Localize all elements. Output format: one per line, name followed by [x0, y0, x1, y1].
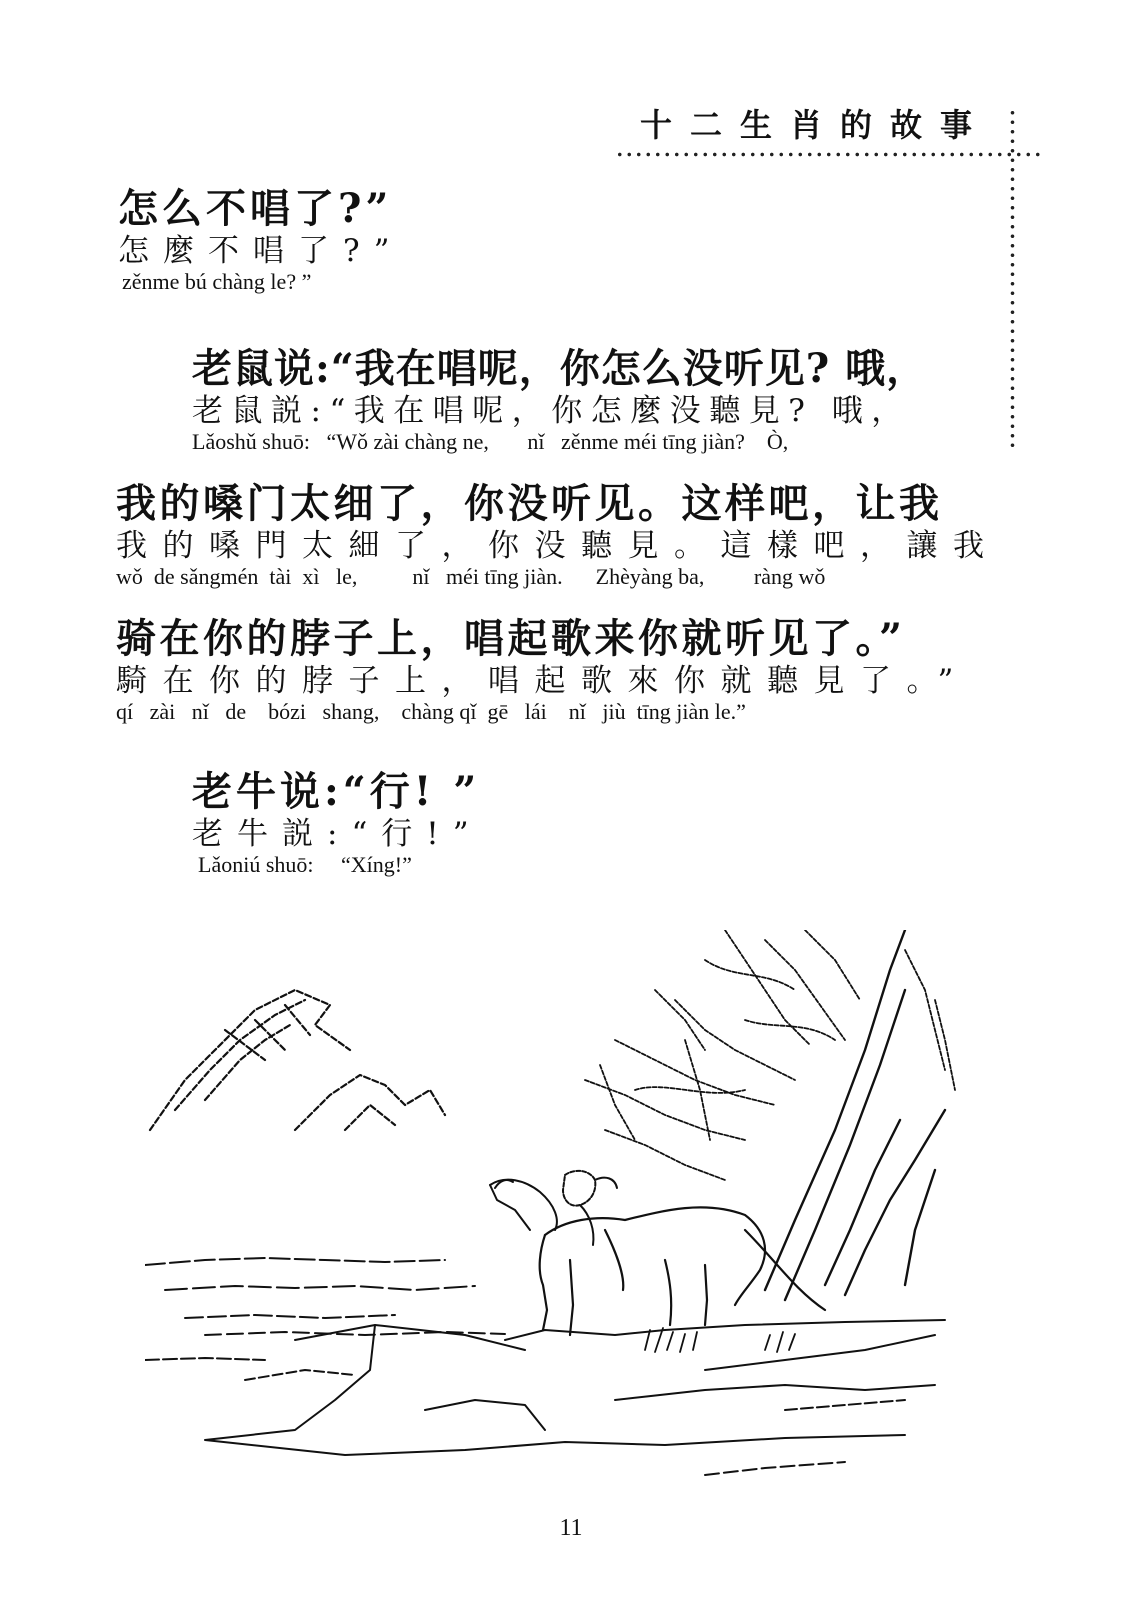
traditional-line: 騎在你的脖子上，唱起歌來你就聽見了。” [116, 663, 969, 699]
header-dotted-rule [615, 152, 1045, 157]
traditional-line: 老牛説:“行!” [192, 816, 483, 852]
simplified-line: 我的嗓门太细了，你没听见。这样吧，让我 [116, 480, 943, 527]
pinyin-line: zěnme bú chàng le? ” [122, 269, 312, 294]
simplified-line: 怎么不唱了?” [118, 185, 393, 232]
text-block-2 [192, 345, 927, 455]
pinyin-line: qí zài nǐ de bózi shang, chàng qǐ gē lái nǐ jiù tīng jiàn le.” [116, 699, 746, 724]
text-block-3 [116, 480, 1000, 590]
text-block-1 [118, 185, 403, 295]
traditional-line: 怎麼不唱了?” [118, 233, 404, 269]
ox-and-rat-drawing-icon [145, 930, 975, 1490]
text-block-5 [192, 768, 483, 878]
page-header-title: 十二生肖的故事 [640, 106, 991, 144]
simplified-line: 老鼠说:“我在唱呢，你怎么没听见? 哦， [192, 345, 928, 392]
simplified-line: 老牛说:“行! ” [192, 768, 481, 815]
traditional-line: 老鼠説:“我在唱呢，你怎麼没聽見? 哦， [192, 393, 911, 429]
simplified-line: 骑在你的脖子上，唱起歌来你就听见了。” [116, 615, 906, 662]
pinyin-line: Lǎoshǔ shuō: “Wǒ zài chàng ne, nǐ zěnme méi tīng jiàn? Ò, [192, 429, 789, 454]
pinyin-line: Lǎoniú shuō: “Xíng!” [198, 852, 412, 877]
text-block-4 [116, 615, 976, 725]
margin-dotted-rule [1010, 108, 1015, 448]
traditional-line: 我的嗓門太細了，你没聽見。這樣吧，讓我 [116, 528, 1000, 564]
pinyin-line: wǒ de sǎngmén tài xì le, nǐ méi tīng jiàn. Zhèyàng ba, ràng wǒ [116, 564, 826, 589]
page-number: 11 [559, 1515, 583, 1541]
